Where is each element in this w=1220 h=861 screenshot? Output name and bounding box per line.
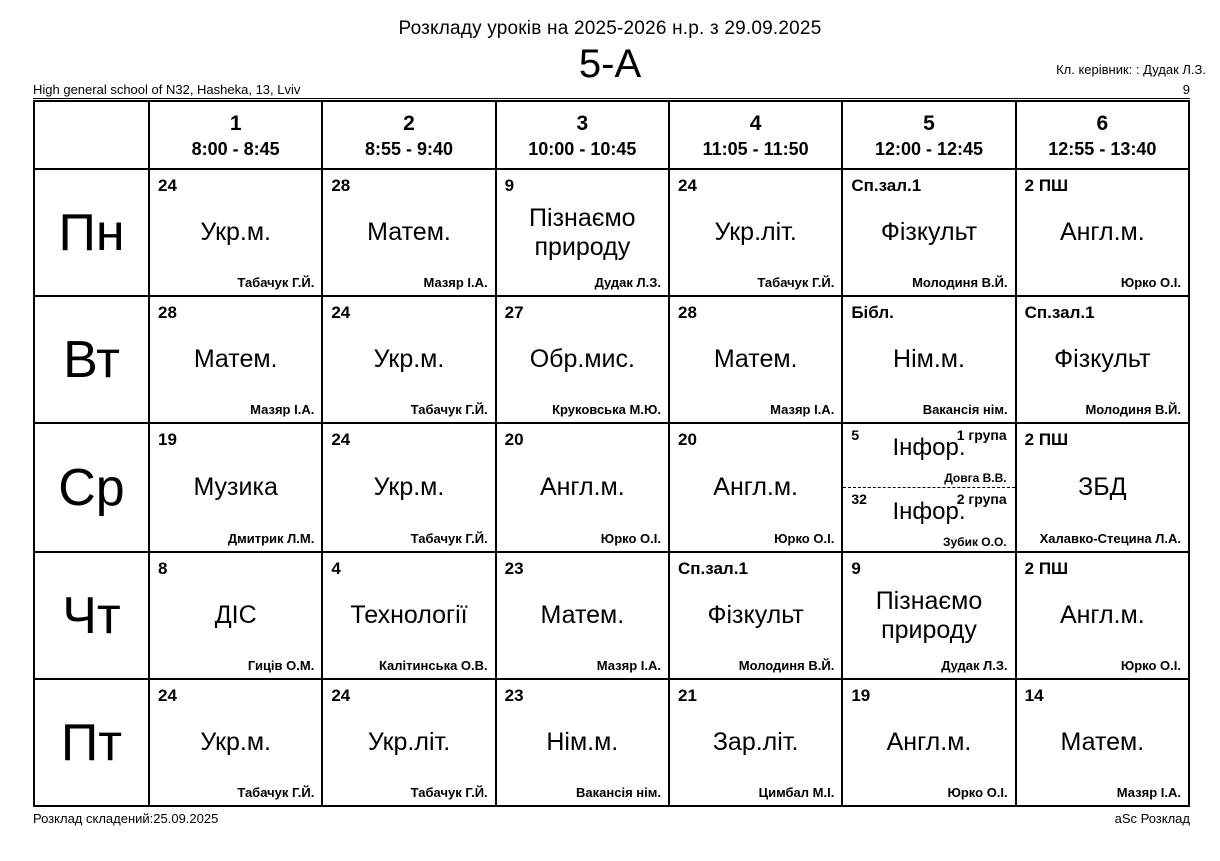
group-label: 1 група — [956, 427, 1007, 443]
room-number: 19 — [158, 430, 177, 449]
doc-title: Розкладу уроків на 2025-2026 н.р. з 29.09.2025 — [398, 18, 822, 39]
lesson-cell — [842, 552, 1015, 679]
teacher-name: Мазяр І.А. — [1116, 785, 1181, 800]
room-number: 9 — [504, 176, 515, 195]
school-line — [33, 82, 1190, 99]
room-number: 20 — [504, 430, 524, 449]
subject-name: Технології — [350, 601, 468, 630]
period-number: 3 — [576, 112, 589, 136]
teacher-name: Юрко О.І. — [947, 785, 1008, 800]
teacher-name: Дудак Л.З. — [941, 658, 1008, 673]
room-number: 28 — [158, 303, 177, 322]
teacher-name: Мазяр І.А. — [596, 658, 661, 673]
period-header-1 — [149, 101, 322, 169]
subject-name: ЗБД — [1078, 473, 1127, 502]
room-number: 5 — [851, 427, 860, 443]
teacher-name: Молодиня В.Й. — [912, 275, 1008, 290]
room-number: 2 ПШ — [1024, 176, 1069, 195]
room-number: 24 — [331, 430, 351, 449]
period-number: 6 — [1096, 112, 1109, 136]
teacher-name: Табачук Г.Й. — [237, 785, 315, 800]
room-number: 24 — [331, 686, 351, 705]
day-row-monday — [34, 169, 1189, 296]
period-time: 10:00 - 10:45 — [528, 138, 637, 159]
page-number: 9 — [1182, 82, 1190, 97]
period-number: 4 — [749, 112, 762, 136]
period-time: 8:00 - 8:45 — [191, 138, 280, 159]
room-number: Бібл. — [851, 303, 894, 322]
room-number: 23 — [504, 559, 524, 578]
teacher-name: Гиців О.М. — [247, 658, 315, 673]
lesson-cell — [496, 169, 669, 296]
subject-name: Укр.м. — [200, 218, 271, 247]
subject-name: Матем. — [193, 345, 278, 374]
period-number: 2 — [403, 112, 415, 136]
room-number: 14 — [1024, 686, 1044, 705]
room-number: 24 — [677, 176, 697, 195]
period-time: 11:05 - 11:50 — [702, 138, 809, 159]
lesson-cell — [1016, 423, 1189, 552]
period-header-5 — [842, 101, 1015, 169]
subject-name: Зар.літ. — [712, 728, 799, 757]
subject-name: Пізнаємо природу — [875, 586, 983, 644]
room-number: 19 — [851, 686, 871, 705]
class-teacher: Кл. керівник: : Дудак Л.З. — [1056, 62, 1206, 77]
subject-name: Англ.м. — [1059, 601, 1145, 630]
teacher-name: Мазяр І.А. — [250, 402, 315, 417]
lesson-cell — [669, 169, 842, 296]
group-1-lesson — [843, 424, 1014, 488]
subject-name: Фізкульт — [707, 601, 804, 630]
split-groups — [843, 424, 1014, 551]
lesson-cell — [842, 169, 1015, 296]
lesson-cell — [842, 296, 1015, 423]
lesson-cell — [322, 296, 495, 423]
room-number: Сп.зал.1 — [677, 559, 748, 578]
subject-name: Укр.м. — [373, 473, 445, 502]
subject-name: Англ.м. — [713, 473, 798, 502]
teacher-name: Дмитрик Л.М. — [227, 531, 315, 546]
day-row-tuesday — [34, 296, 1189, 423]
period-header-4 — [669, 101, 842, 169]
lesson-cell — [496, 552, 669, 679]
teacher-name: Табачук Г.Й. — [410, 402, 488, 417]
lesson-cell — [149, 679, 322, 806]
lesson-cell — [1016, 296, 1189, 423]
lesson-cell — [1016, 169, 1189, 296]
subject-name: Англ.м. — [1059, 218, 1145, 247]
subject-name: Англ.м. — [886, 728, 972, 757]
room-number: 23 — [504, 686, 524, 705]
lesson-cell — [842, 679, 1015, 806]
period-time: 8:55 - 9:40 — [364, 138, 454, 159]
subject-name: Матем. — [367, 218, 451, 247]
lesson-cell — [322, 423, 495, 552]
subject-name: Укр.м. — [373, 345, 445, 374]
period-time: 12:55 - 13:40 — [1048, 138, 1157, 159]
lesson-cell — [496, 296, 669, 423]
period-number: 5 — [923, 112, 935, 136]
teacher-name: Табачук Г.Й. — [237, 275, 315, 290]
day-label: Пт — [34, 679, 149, 806]
subject-name: Обр.мис. — [529, 345, 635, 374]
teacher-name: Зубик О.О. — [942, 535, 1007, 549]
room-number: 2 ПШ — [1024, 430, 1069, 449]
subject-name: ДІС — [214, 601, 257, 630]
room-number: 9 — [851, 559, 861, 578]
period-header-2 — [322, 101, 495, 169]
subject-name: Матем. — [540, 601, 625, 630]
day-label: Пн — [34, 169, 149, 296]
group-2-lesson — [843, 488, 1014, 552]
teacher-name: Вакансія нім. — [922, 402, 1008, 417]
teacher-name: Халавко-Стецина Л.А. — [1039, 531, 1181, 546]
teacher-name: Дудак Л.З. — [594, 275, 661, 290]
subject-name: Укр.літ. — [367, 728, 451, 757]
teacher-name: Юрко О.І. — [600, 531, 661, 546]
room-number: Сп.зал.1 — [1024, 303, 1095, 322]
room-number: 28 — [677, 303, 697, 322]
subject-name: Пізнаємо природу — [529, 203, 636, 261]
lesson-cell — [669, 679, 842, 806]
subject-name: Англ.м. — [539, 473, 625, 502]
lesson-cell — [1016, 679, 1189, 806]
school-name: High general school of N32, Hasheka, 13, Lviv — [33, 82, 301, 97]
room-number: 24 — [158, 686, 177, 705]
day-row-thursday — [34, 552, 1189, 679]
lesson-cell — [496, 679, 669, 806]
teacher-name: Довга В.В. — [944, 470, 1007, 485]
lesson-cell — [149, 296, 322, 423]
subject-name: Інфор. — [892, 497, 966, 525]
lesson-cell — [669, 296, 842, 423]
room-number: 24 — [158, 176, 177, 195]
period-time: 12:00 - 12:45 — [874, 138, 984, 159]
teacher-name: Цимбал М.І. — [758, 785, 835, 800]
teacher-name: Табачук Г.Й. — [410, 785, 488, 800]
room-number: 4 — [331, 559, 341, 578]
period-header-3 — [496, 101, 669, 169]
teacher-name: Калітинська О.В. — [378, 658, 488, 673]
subject-name: Музика — [193, 473, 278, 502]
day-label: Вт — [34, 296, 149, 423]
subject-name: Нім.м. — [546, 728, 619, 757]
teacher-name: Табачук Г.Й. — [410, 531, 488, 546]
day-label: Чт — [34, 552, 149, 679]
subject-name: Укр.літ. — [714, 218, 797, 247]
subject-name: Укр.м. — [200, 728, 271, 757]
lesson-cell — [669, 423, 842, 552]
room-number: 24 — [331, 303, 351, 322]
teacher-name: Вакансія нім. — [576, 785, 661, 800]
lesson-cell — [496, 423, 669, 552]
lesson-cell — [149, 552, 322, 679]
subject-name: Нім.м. — [893, 345, 965, 374]
teacher-name: Юрко О.І. — [774, 531, 835, 546]
teacher-name: Юрко О.І. — [1120, 658, 1181, 673]
split-lesson-cell — [842, 423, 1015, 552]
teacher-name: Мазяр І.А. — [423, 275, 488, 290]
teacher-name: Молодиня В.Й. — [738, 658, 835, 673]
footer-app-name: aSc Розклад — [1114, 811, 1190, 826]
lesson-cell — [322, 552, 495, 679]
lesson-cell — [149, 169, 322, 296]
header-row — [34, 101, 1189, 169]
lesson-cell — [1016, 552, 1189, 679]
subject-name: Матем. — [1060, 728, 1145, 757]
subject-name: Фізкульт — [1054, 345, 1151, 374]
room-number: 32 — [851, 490, 867, 507]
period-number: 1 — [229, 112, 242, 136]
subject-name: Матем. — [713, 345, 798, 374]
room-number: 8 — [158, 559, 168, 578]
day-row-wednesday — [34, 423, 1189, 552]
teacher-name: Круковська М.Ю. — [552, 402, 661, 417]
room-number: 20 — [677, 430, 697, 449]
room-number: 28 — [331, 176, 351, 195]
subject-name: Інфор. — [892, 434, 966, 461]
teacher-name: Молодиня В.Й. — [1085, 402, 1181, 417]
room-number: Сп.зал.1 — [851, 176, 922, 195]
corner-cell — [34, 101, 149, 169]
subject-name: Фізкульт — [880, 218, 978, 247]
room-number: 27 — [504, 303, 524, 322]
lesson-cell — [149, 423, 322, 552]
teacher-name: Мазяр І.А. — [770, 402, 835, 417]
teacher-name: Табачук Г.Й. — [757, 275, 835, 290]
lesson-cell — [322, 679, 495, 806]
lesson-cell — [322, 169, 495, 296]
group-label: 2 група — [956, 490, 1007, 507]
timetable — [33, 100, 1190, 807]
class-name: 5-А — [578, 42, 642, 86]
day-label: Ср — [34, 423, 149, 552]
room-number: 2 ПШ — [1024, 559, 1069, 578]
day-row-friday — [34, 679, 1189, 806]
period-header-6 — [1016, 101, 1189, 169]
lesson-cell — [669, 552, 842, 679]
teacher-name: Юрко О.І. — [1120, 275, 1181, 290]
room-number: 21 — [677, 686, 697, 705]
footer-created-date: Розклад складений:25.09.2025 — [33, 811, 219, 826]
page-footer — [33, 811, 1190, 826]
